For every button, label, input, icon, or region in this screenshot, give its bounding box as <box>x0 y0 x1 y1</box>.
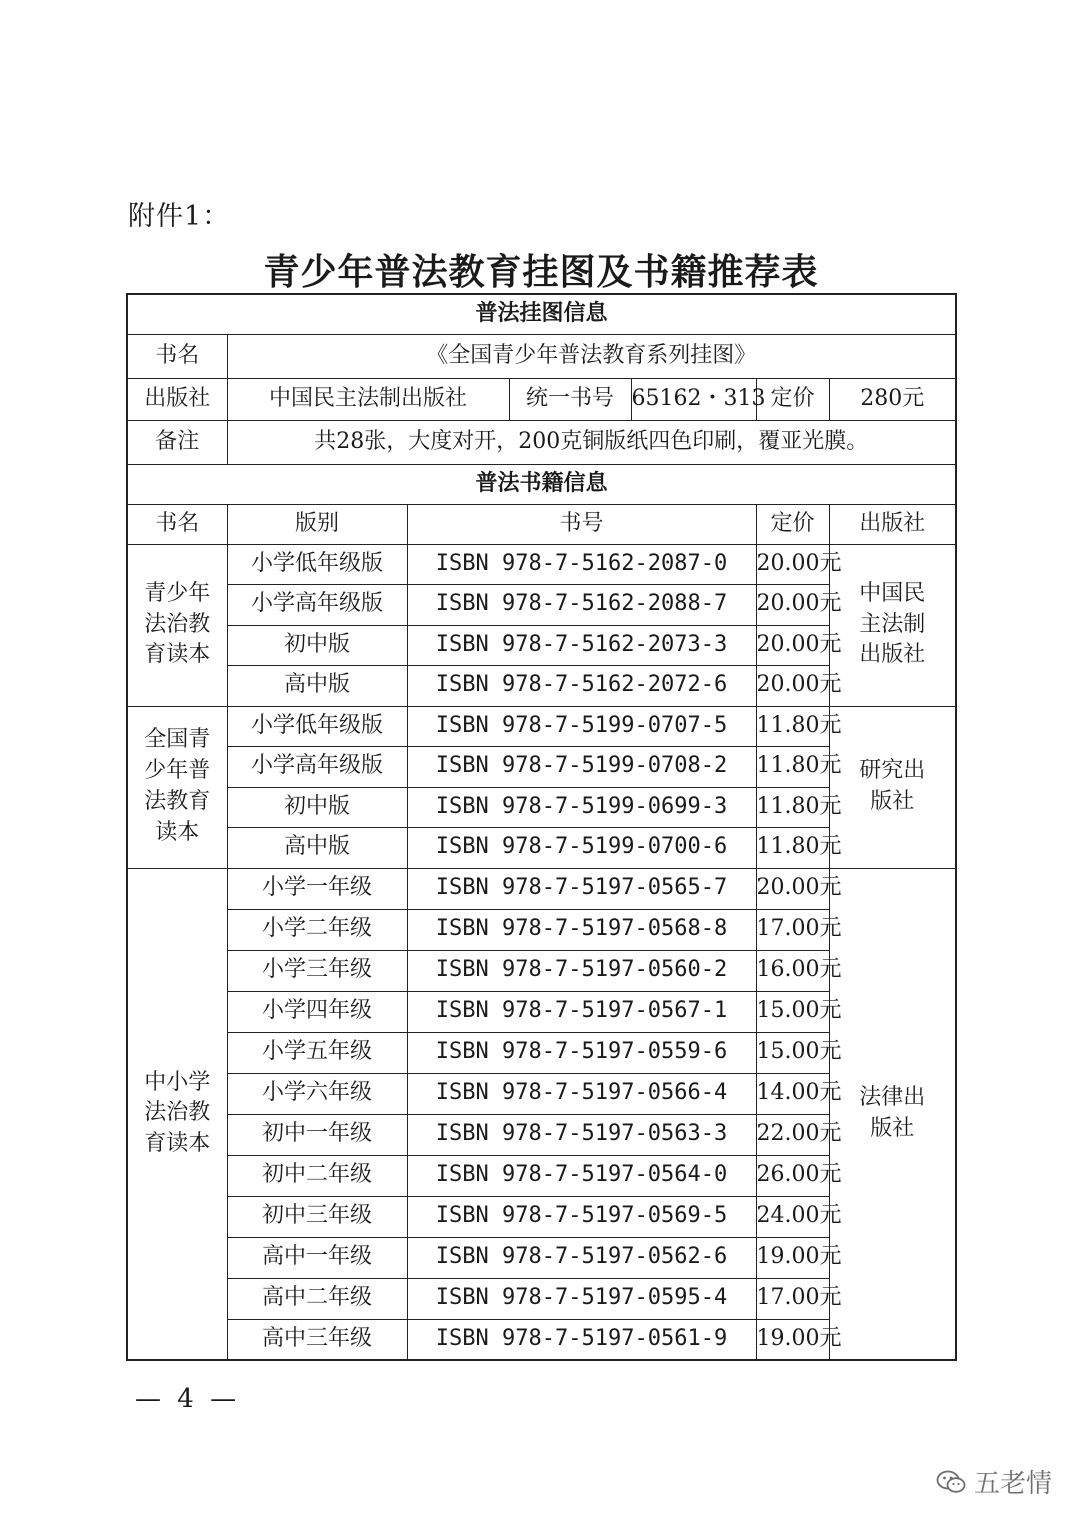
book-group-name: 青少年 法治教 育读本 <box>127 544 227 706</box>
poster-unified-no: 65162・313 <box>631 378 756 420</box>
isbn-cell: ISBN 978-7-5199-0708-2 <box>407 747 756 788</box>
price-cell: 20.00元 <box>756 544 829 585</box>
edition-cell: 初中三年级 <box>227 1196 407 1237</box>
price-cell: 16.00元 <box>756 950 829 991</box>
book-group-name: 中小学 法治教 育读本 <box>127 868 227 1360</box>
price-cell: 15.00元 <box>756 991 829 1032</box>
price-cell: 11.80元 <box>756 747 829 788</box>
price-cell: 20.00元 <box>756 585 829 626</box>
price-cell: 20.00元 <box>756 868 829 909</box>
poster-book-name-label: 书名 <box>127 334 227 378</box>
isbn-cell: ISBN 978-7-5197-0562-6 <box>407 1237 756 1278</box>
isbn-cell: ISBN 978-7-5197-0569-5 <box>407 1196 756 1237</box>
edition-cell: 初中二年级 <box>227 1155 407 1196</box>
isbn-cell: ISBN 978-7-5197-0563-3 <box>407 1114 756 1155</box>
isbn-cell: ISBN 978-7-5197-0564-0 <box>407 1155 756 1196</box>
books-section-heading: 普法书籍信息 <box>127 464 956 504</box>
table-row <box>127 544 956 585</box>
edition-cell: 初中版 <box>227 787 407 828</box>
price-cell: 19.00元 <box>756 1319 829 1360</box>
table-row <box>127 706 956 747</box>
price-cell: 24.00元 <box>756 1196 829 1237</box>
isbn-cell: ISBN 978-7-5197-0595-4 <box>407 1278 756 1319</box>
isbn-cell: ISBN 978-7-5197-0566-4 <box>407 1073 756 1114</box>
isbn-cell: ISBN 978-7-5197-0568-8 <box>407 909 756 950</box>
wechat-icon <box>936 1469 966 1495</box>
column-header-isbn: 书号 <box>407 504 756 544</box>
edition-cell: 小学三年级 <box>227 950 407 991</box>
isbn-cell: ISBN 978-7-5199-0707-5 <box>407 706 756 747</box>
poster-publisher: 中国民主法制出版社 <box>227 378 509 420</box>
edition-cell: 初中一年级 <box>227 1114 407 1155</box>
price-cell: 20.00元 <box>756 666 829 707</box>
price-cell: 11.80元 <box>756 828 829 869</box>
isbn-cell: ISBN 978-7-5197-0565-7 <box>407 868 756 909</box>
isbn-cell: ISBN 978-7-5197-0567-1 <box>407 991 756 1032</box>
price-cell: 17.00元 <box>756 909 829 950</box>
column-header-publisher: 出版社 <box>829 504 956 544</box>
edition-cell: 小学二年级 <box>227 909 407 950</box>
edition-cell: 高中三年级 <box>227 1319 407 1360</box>
price-cell: 15.00元 <box>756 1032 829 1073</box>
edition-cell: 小学低年级版 <box>227 706 407 747</box>
edition-cell: 小学六年级 <box>227 1073 407 1114</box>
isbn-cell: ISBN 978-7-5197-0559-6 <box>407 1032 756 1073</box>
isbn-cell: ISBN 978-7-5199-0700-6 <box>407 828 756 869</box>
price-cell: 19.00元 <box>756 1237 829 1278</box>
edition-cell: 高中一年级 <box>227 1237 407 1278</box>
price-cell: 11.80元 <box>756 706 829 747</box>
edition-cell: 小学高年级版 <box>227 585 407 626</box>
recommendation-table <box>126 293 957 1361</box>
isbn-cell: ISBN 978-7-5199-0699-3 <box>407 787 756 828</box>
poster-price-label: 定价 <box>756 378 829 420</box>
poster-publisher-label: 出版社 <box>127 378 227 420</box>
isbn-cell: ISBN 978-7-5197-0560-2 <box>407 950 756 991</box>
book-group-publisher: 法律出 版社 <box>829 868 956 1360</box>
price-cell: 11.80元 <box>756 787 829 828</box>
price-cell: 20.00元 <box>756 625 829 666</box>
edition-cell: 小学一年级 <box>227 868 407 909</box>
watermark <box>936 1463 1052 1500</box>
book-group-publisher: 中国民 主法制 出版社 <box>829 544 956 706</box>
isbn-cell: ISBN 978-7-5162-2073-3 <box>407 625 756 666</box>
page-number: — 4 — <box>135 1384 241 1414</box>
edition-cell: 高中版 <box>227 828 407 869</box>
isbn-cell: ISBN 978-7-5162-2072-6 <box>407 666 756 707</box>
edition-cell: 初中版 <box>227 625 407 666</box>
edition-cell: 小学高年级版 <box>227 747 407 788</box>
edition-cell: 小学五年级 <box>227 1032 407 1073</box>
price-cell: 17.00元 <box>756 1278 829 1319</box>
price-cell: 14.00元 <box>756 1073 829 1114</box>
isbn-cell: ISBN 978-7-5197-0561-9 <box>407 1319 756 1360</box>
column-header-price: 定价 <box>756 504 829 544</box>
poster-book-name: 《全国青少年普法教育系列挂图》 <box>227 334 956 378</box>
book-group-publisher: 研究出 版社 <box>829 706 956 868</box>
book-group-name: 全国青 少年普 法教育 读本 <box>127 706 227 868</box>
edition-cell: 高中二年级 <box>227 1278 407 1319</box>
poster-unified-no-label: 统一书号 <box>509 378 631 420</box>
table-row <box>127 868 956 909</box>
column-header-edition: 版别 <box>227 504 407 544</box>
edition-cell: 高中版 <box>227 666 407 707</box>
isbn-cell: ISBN 978-7-5162-2087-0 <box>407 544 756 585</box>
poster-price: 280元 <box>829 378 956 420</box>
isbn-cell: ISBN 978-7-5162-2088-7 <box>407 585 756 626</box>
poster-remark-label: 备注 <box>127 420 227 464</box>
price-cell: 22.00元 <box>756 1114 829 1155</box>
column-header-book-name: 书名 <box>127 504 227 544</box>
attachment-label: 附件1： <box>128 201 231 232</box>
edition-cell: 小学低年级版 <box>227 544 407 585</box>
poster-section-heading: 普法挂图信息 <box>127 294 956 334</box>
watermark-text: 五老情 <box>973 1469 1052 1499</box>
poster-remark: 共28张，大度对开，200克铜版纸四色印刷，覆亚光膜。 <box>227 420 956 464</box>
edition-cell: 小学四年级 <box>227 991 407 1032</box>
document-title: 青少年普法教育挂图及书籍推荐表 <box>263 252 819 293</box>
price-cell: 26.00元 <box>756 1155 829 1196</box>
